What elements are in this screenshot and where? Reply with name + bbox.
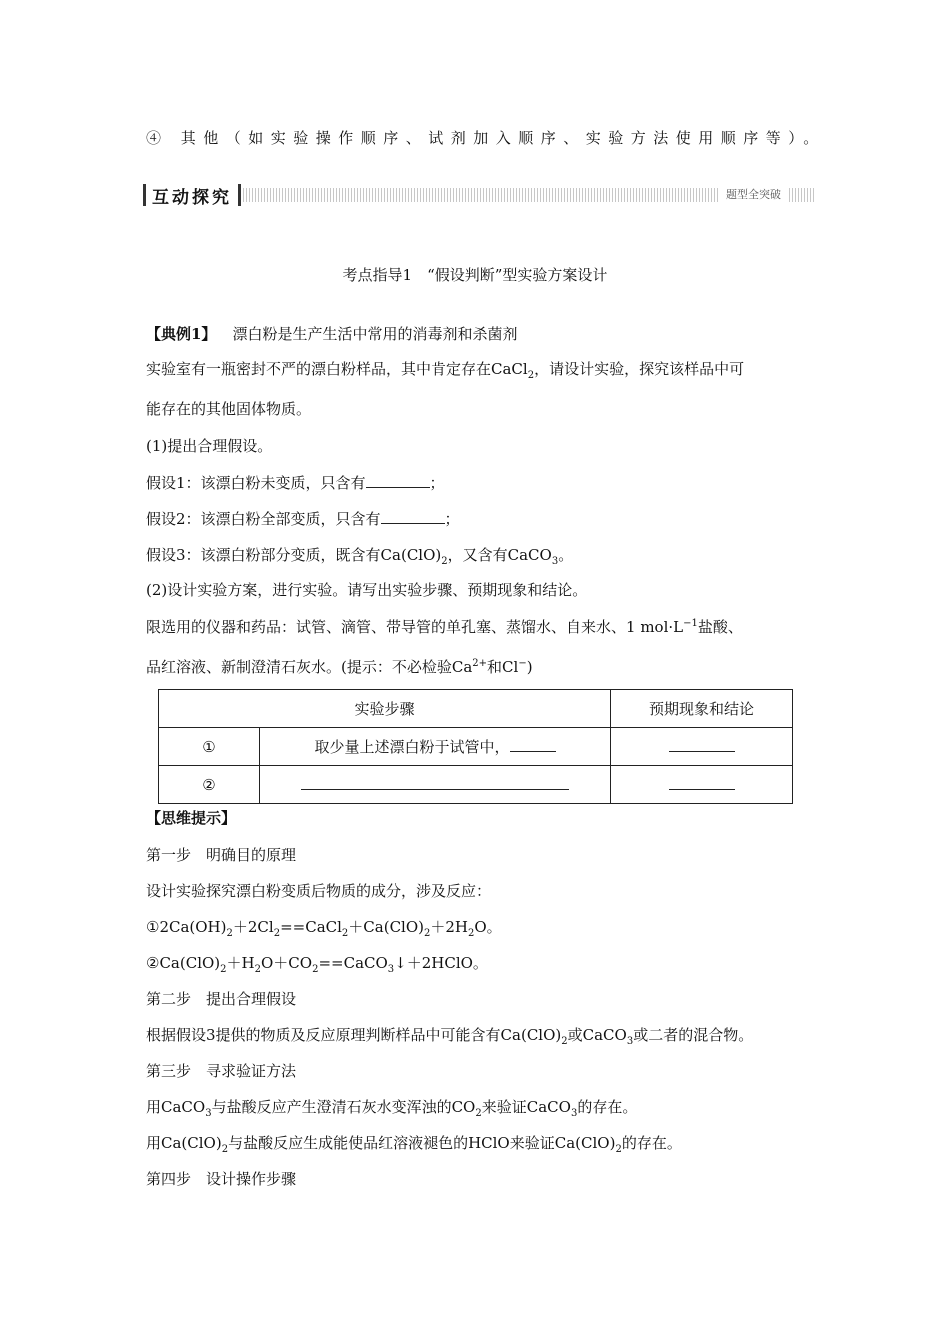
row-result xyxy=(611,728,793,766)
table-row xyxy=(159,766,793,804)
row-step xyxy=(260,728,611,766)
hyp2-end: ； xyxy=(444,510,460,528)
header-steps: 实验步骤 xyxy=(159,690,611,728)
row-num: ① xyxy=(159,728,260,766)
hint-label: 【思维提示】 xyxy=(146,809,237,827)
hypothesis-3: 假设3：该漂白粉部分变质，既含有$Ca(ClO)_2$，又含有CaCO$_3$。 xyxy=(146,546,574,567)
step-2-text: 根据假设3提供的物质及反应原理判断样品中可能含有$Ca(ClO)_2$或CaCO$_3$或二者的混合物。 xyxy=(146,1026,754,1047)
top-item: ④ 其他（如实验操作顺序、试剂加入顺序、实验方法使用顺序等）。 xyxy=(146,129,826,147)
intro-line-1 xyxy=(146,359,744,379)
banner-bar-right xyxy=(238,184,241,206)
intro-text-a: 实验室有一瓶密封不严的漂白粉样品，其中肯定存在CaCl xyxy=(146,360,528,378)
limit-line-2: 品红溶液、新制澄清石灰水。(提示：不必检验$Ca^{2+}$和Cl−) xyxy=(146,658,533,676)
row2-result-blank[interactable] xyxy=(669,776,735,790)
row-num: ② xyxy=(159,766,260,804)
step-3-heading: 第三步 寻求验证方法 xyxy=(146,1062,297,1080)
question-1: (1)提出合理假设。 xyxy=(146,437,273,455)
hyp1-blank[interactable] xyxy=(366,474,430,488)
step-4-heading: 第四步 设计操作步骤 xyxy=(146,1170,297,1188)
row-step xyxy=(260,766,611,804)
limit-line-1: 限选用的仪器和药品：试管、滴管、带导管的单孔塞、蒸馏水、自来水、1 $mol\cdot L^{-1}$盐酸、 xyxy=(146,618,743,636)
hyp2-blank[interactable] xyxy=(381,510,445,524)
hyp1-text: 假设1：该漂白粉未变质，只含有 xyxy=(146,474,366,492)
equation-1: $①2Ca(OH)_2+2Cl_2==CaCl_2+Ca(ClO)_2+2H_2O$。 xyxy=(146,918,502,939)
row1-step-blank[interactable] xyxy=(510,738,556,752)
hyp1-end: ； xyxy=(429,474,445,492)
table-header-row xyxy=(159,690,793,728)
hypothesis-1 xyxy=(146,473,445,493)
row2-step-blank[interactable] xyxy=(301,776,569,790)
header-result: 预期现象和结论 xyxy=(611,690,793,728)
question-2: (2)设计实验方案，进行实验。请写出实验步骤、预期现象和结论。 xyxy=(146,581,588,599)
intro-line-2: 能存在的其他固体物质。 xyxy=(146,400,312,418)
row-step-text: 取少量上述漂白粉于试管中， xyxy=(314,738,510,756)
section-title: 考点指导1 “假设判断”型实验方案设计 xyxy=(342,266,608,284)
example-label: 【典例1】 xyxy=(146,325,217,343)
step-3-text-2: 用$Ca(ClO)_2$与盐酸反应生成能使品红溶液褪色的HClO来验证$Ca(ClO)_2$的存在。 xyxy=(146,1134,682,1155)
step-3-text-1: 用CaCO$_3$与盐酸反应产生澄清石灰水变浑浊的$CO_2$来验证CaCO$_3$的存在。 xyxy=(146,1098,638,1119)
hyp2-text: 假设2：该漂白粉全部变质，只含有 xyxy=(146,510,381,528)
table-row xyxy=(159,728,793,766)
section-banner xyxy=(143,183,815,207)
example-line xyxy=(146,324,517,344)
row1-result-blank[interactable] xyxy=(669,738,735,752)
equation-2: $②Ca(ClO)_2+H_2O+CO_2==CaCO_3↓+2HClO$。 xyxy=(146,954,488,975)
banner-subtitle: 题型全突破 xyxy=(720,187,787,203)
step-2-heading: 第二步 提出合理假设 xyxy=(146,990,297,1008)
row-result xyxy=(611,766,793,804)
hypothesis-2 xyxy=(146,509,460,529)
step-1-heading: 第一步 明确目的原理 xyxy=(146,846,297,864)
intro-text-b: ，请设计实验，探究该样品中可 xyxy=(534,360,745,378)
banner-title: 互动探究 xyxy=(152,187,232,208)
example-text: 漂白粉是生产生活中常用的消毒剂和杀菌剂 xyxy=(232,325,518,343)
step-1-text: 设计实验探究漂白粉变质后物质的成分，涉及反应： xyxy=(146,882,492,900)
intro-sub: 2 xyxy=(527,370,535,381)
experiment-table xyxy=(158,689,793,804)
